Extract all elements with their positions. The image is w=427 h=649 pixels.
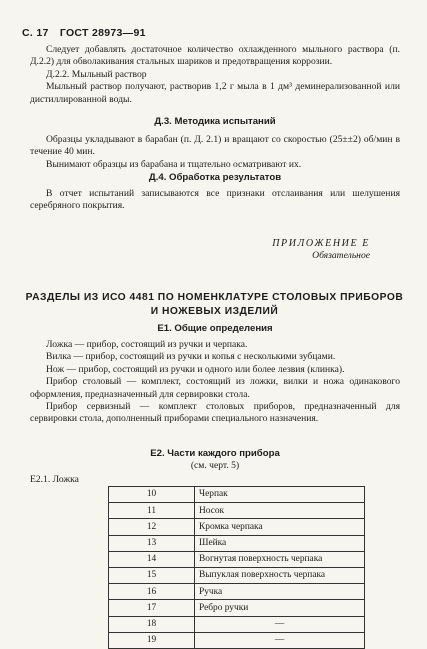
part-name-cell: Выпуклая поверхность черпака: [195, 567, 365, 583]
definition-service-set: Прибор сервизный — комплект столовых приборов, предназначенный для сервировки стола, дополненный приборами специального назначения.: [30, 401, 400, 425]
part-number-cell: 11: [109, 503, 195, 519]
table-row: [109, 567, 365, 583]
table-row: [109, 600, 365, 616]
part-name-cell: Шейка: [195, 535, 365, 551]
e2-heading: Е2. Части каждого прибора: [150, 448, 280, 459]
part-name-cell: Вогнутая поверхность черпака: [195, 551, 365, 567]
d4-heading: Д.4. Обработка результатов: [148, 172, 282, 183]
parts-table: [108, 486, 365, 649]
part-name-cell: Ребро ручки: [195, 600, 365, 616]
parts-table-body: [109, 487, 365, 649]
table-row: [109, 535, 365, 551]
part-number-cell: 12: [109, 519, 195, 535]
table-row: [109, 551, 365, 567]
subsection-d22-label: [30, 69, 400, 81]
section-d4: [30, 188, 400, 213]
appendix-label: [272, 238, 370, 263]
part-number-cell: 16: [109, 584, 195, 600]
standard-number: ГОСТ 28973—91: [59, 27, 146, 39]
part-name-cell: Ручка: [195, 584, 365, 600]
part-number-cell: 15: [109, 567, 195, 583]
table-row: [109, 487, 365, 503]
table-row: [109, 503, 365, 519]
part-number-cell: 14: [109, 551, 195, 567]
e1-heading: Е1. Общие определения: [157, 323, 273, 334]
part-number-cell: 17: [109, 600, 195, 616]
page-number: С. 17: [22, 27, 49, 39]
paragraph-inspection: Вынимают образцы из барабана и тщательно осматривают их.: [46, 158, 302, 170]
table-row: [109, 584, 365, 600]
part-number-cell: 19: [109, 632, 195, 648]
paragraph-rotation: Образцы укладывают в барабан (п. Д. 2.1) и вращают со скоростью (25±±2) об/мин в течение 40 мин.: [30, 134, 400, 158]
definition-table-set: Прибор столовый — комплект, состоящий из ложки, вилки и ножа одинакового оформления, предназначенный для сервировки стола.: [30, 376, 400, 400]
paragraph-report: В отчет испытаний записываются все признаки отслаивания или шелушения серебряного покрытия.: [30, 188, 400, 212]
paragraph-soap-solution: Мыльный раствор получают, растворив 1,2 г мыла в 1 дм³ деминерализованной или дистиллированной воды.: [30, 81, 400, 105]
d22-label: Д.2.2. Мыльный раствор: [46, 68, 147, 80]
table-row: [109, 616, 365, 632]
part-name-cell: —: [195, 616, 365, 632]
part-number-cell: 10: [109, 487, 195, 503]
section-e1: [30, 339, 400, 426]
e2-reference: (см. черт. 5): [190, 460, 240, 471]
main-title: РАЗДЕЛЫ ИЗ ИСО 4481 ПО НОМЕНКЛАТУРЕ СТОЛОВЫХ ПРИБОРОВ И НОЖЕВЫХ ИЗДЕЛИЙ: [25, 292, 404, 317]
section-d2-end: [30, 44, 400, 106]
d3-heading: Д.3. Методика испытаний: [154, 116, 276, 127]
part-name-cell: Черпак: [195, 487, 365, 503]
part-name-cell: Носок: [195, 503, 365, 519]
page-header: [22, 27, 146, 39]
paragraph-cooling: Следует добавлять достаточное количество охлажденного мыльного раствора (п. Д.2.2) для обволакивания стальных шариков и предотвращения коррозии.: [30, 44, 400, 68]
definition-fork: Вилка — прибор, состоящий из ручки и копья с несколькими зубцами.: [46, 351, 336, 363]
definition-knife: Нож — прибор, состоящий из ручки и одного или более лезвия (клинка).: [46, 363, 345, 375]
appendix-title: ПРИЛОЖЕНИЕ Е: [272, 238, 370, 249]
table-row: [109, 519, 365, 535]
table-row: [109, 632, 365, 648]
part-number-cell: 18: [109, 616, 195, 632]
part-number-cell: 13: [109, 535, 195, 551]
section-d3: [30, 134, 400, 171]
part-name-cell: Кромка черпака: [195, 519, 365, 535]
e21-label: Е2.1. Ложка: [30, 474, 79, 485]
appendix-status: Обязательное: [312, 250, 370, 262]
definition-spoon: Ложка — прибор, состоящий из ручки и черпака.: [46, 339, 248, 350]
part-name-cell: —: [195, 632, 365, 648]
